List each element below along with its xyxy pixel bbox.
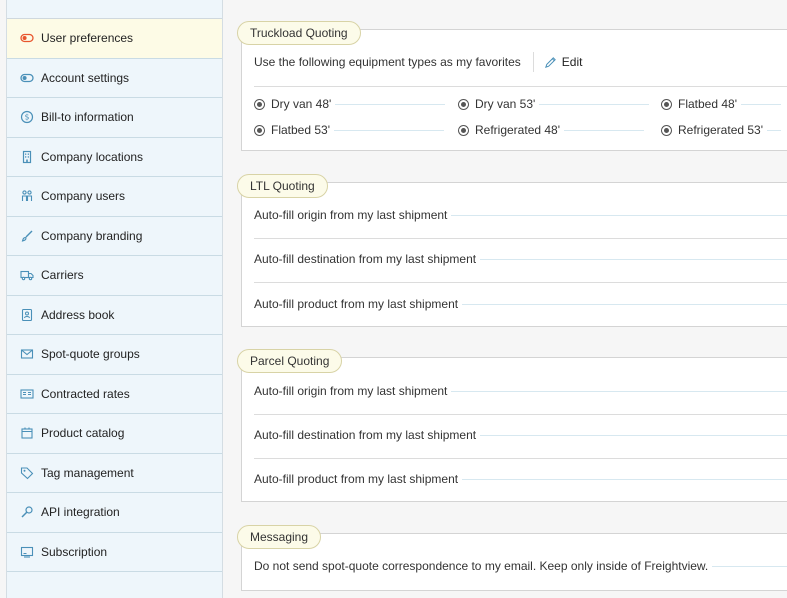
row-line — [741, 104, 781, 105]
equipment-label: Dry van 48' — [271, 97, 332, 111]
truckload-divider — [254, 86, 787, 87]
parcel-divider — [254, 414, 787, 415]
parcel-quoting-panel — [241, 354, 787, 502]
settings-sidebar — [6, 0, 223, 598]
equipment-label: Dry van 53' — [475, 97, 536, 111]
row-line — [451, 215, 787, 216]
row-line — [462, 304, 787, 305]
row-line — [335, 104, 445, 105]
ltl-autofill-origin[interactable] — [254, 207, 787, 223]
ltl-autofill-destination[interactable] — [254, 251, 787, 267]
building-icon — [20, 150, 34, 164]
ltl-quoting-panel — [241, 179, 787, 327]
preferences-content — [223, 0, 787, 598]
row-line — [767, 130, 781, 131]
equipment-label: Refrigerated 53' — [678, 123, 764, 137]
sidebar-item-label: Account settings — [41, 70, 130, 85]
truckload-quoting-title: Truckload Quoting — [237, 21, 361, 45]
wrench-icon — [20, 505, 34, 519]
sidebar-item-label: Company users — [41, 189, 126, 204]
equipment-flatbed-48[interactable] — [661, 97, 781, 111]
pencil-icon — [544, 56, 557, 69]
sidebar-item-company-branding[interactable] — [7, 217, 222, 257]
messaging-title: Messaging — [237, 525, 321, 549]
sidebar-item-spot-quote-groups[interactable] — [7, 335, 222, 375]
radio-selected-icon — [661, 125, 672, 136]
edit-label: Edit — [561, 55, 583, 69]
equipment-label: Flatbed 48' — [678, 97, 737, 111]
toggle-icon — [20, 71, 34, 85]
sidebar-item-product-catalog[interactable] — [7, 414, 222, 454]
sidebar-item-label: Tag management — [41, 465, 134, 480]
ltl-quoting-title: LTL Quoting — [237, 174, 328, 198]
row-line — [480, 435, 787, 436]
sidebar-item-contracted-rates[interactable] — [7, 375, 222, 415]
option-label: Auto-fill destination from my last shipment — [254, 252, 477, 266]
sidebar-item-account-settings[interactable] — [7, 59, 222, 99]
truck-icon — [20, 268, 34, 282]
parcel-autofill-product[interactable] — [254, 471, 787, 487]
brush-icon — [20, 229, 34, 243]
sidebar-item-label: Company locations — [41, 149, 144, 164]
box-icon — [20, 426, 34, 440]
equipment-label: Refrigerated 48' — [475, 123, 561, 137]
row-line — [480, 259, 787, 260]
row-line — [712, 566, 787, 567]
equipment-flatbed-53[interactable] — [254, 123, 444, 137]
option-label: Auto-fill destination from my last shipment — [254, 428, 477, 442]
svg-text:$: $ — [24, 112, 30, 122]
parcel-quoting-title: Parcel Quoting — [237, 349, 342, 373]
parcel-divider — [254, 458, 787, 459]
equipment-refrigerated-53[interactable] — [661, 123, 781, 137]
sidebar-item-company-locations[interactable] — [7, 138, 222, 178]
equipment-label: Flatbed 53' — [271, 123, 330, 137]
rate-card-icon — [20, 387, 34, 401]
row-line — [334, 130, 444, 131]
radio-selected-icon — [254, 125, 265, 136]
favorites-row — [254, 51, 787, 73]
sidebar-item-label: User preferences — [41, 31, 134, 46]
equipment-dry-van-48[interactable] — [254, 97, 445, 111]
sidebar-item-label: Address book — [41, 307, 115, 322]
favorites-text: Use the following equipment types as my favorites — [254, 55, 521, 69]
ltl-divider — [254, 282, 787, 283]
sidebar-item-label: API integration — [41, 505, 120, 520]
sidebar-item-label: Company branding — [41, 228, 143, 243]
sidebar-item-label: Contracted rates — [41, 386, 130, 401]
equipment-refrigerated-48[interactable] — [458, 123, 644, 137]
users-icon — [20, 189, 34, 203]
sidebar-item-user-preferences[interactable] — [7, 19, 222, 59]
dollar-icon — [20, 110, 34, 124]
tag-icon — [20, 466, 34, 480]
sidebar-top-spacer — [7, 0, 222, 19]
ltl-autofill-product[interactable] — [254, 296, 787, 312]
sidebar-item-label: Subscription — [41, 544, 108, 559]
option-label: Auto-fill origin from my last shipment — [254, 208, 448, 222]
radio-selected-icon — [458, 99, 469, 110]
sidebar-item-subscription[interactable] — [7, 533, 222, 573]
truckload-quoting-panel — [241, 26, 787, 151]
sidebar-item-bill-to-information[interactable] — [7, 98, 222, 138]
edit-favorites-button[interactable] — [533, 52, 583, 72]
sidebar-item-label: Bill-to information — [41, 110, 134, 125]
equipment-dry-van-53[interactable] — [458, 97, 649, 111]
toggle-icon — [20, 31, 34, 45]
row-line — [451, 391, 787, 392]
sidebar-item-tag-management[interactable] — [7, 454, 222, 494]
option-label: Auto-fill product from my last shipment — [254, 472, 459, 486]
radio-selected-icon — [254, 99, 265, 110]
monitor-icon — [20, 545, 34, 559]
parcel-autofill-origin[interactable] — [254, 383, 787, 399]
messaging-panel — [241, 530, 787, 591]
sidebar-item-api-integration[interactable] — [7, 493, 222, 533]
sidebar-item-address-book[interactable] — [7, 296, 222, 336]
option-label: Auto-fill origin from my last shipment — [254, 384, 448, 398]
radio-selected-icon — [661, 99, 672, 110]
ltl-divider — [254, 238, 787, 239]
option-label: Auto-fill product from my last shipment — [254, 297, 459, 311]
sidebar-item-carriers[interactable] — [7, 256, 222, 296]
row-line — [539, 104, 649, 105]
row-line — [462, 479, 787, 480]
sidebar-item-label: Product catalog — [41, 426, 125, 441]
contact-book-icon — [20, 308, 34, 322]
radio-selected-icon — [458, 125, 469, 136]
option-label: Do not send spot-quote correspondence to my email. Keep only inside of Freightview. — [254, 559, 709, 573]
sidebar-item-label: Carriers — [41, 268, 84, 283]
parcel-autofill-destination[interactable] — [254, 427, 787, 443]
sidebar-item-company-users[interactable] — [7, 177, 222, 217]
sidebar-item-label: Spot-quote groups — [41, 347, 140, 362]
row-line — [564, 130, 644, 131]
messaging-no-email-option[interactable] — [254, 558, 787, 574]
envelope-icon — [20, 347, 34, 361]
